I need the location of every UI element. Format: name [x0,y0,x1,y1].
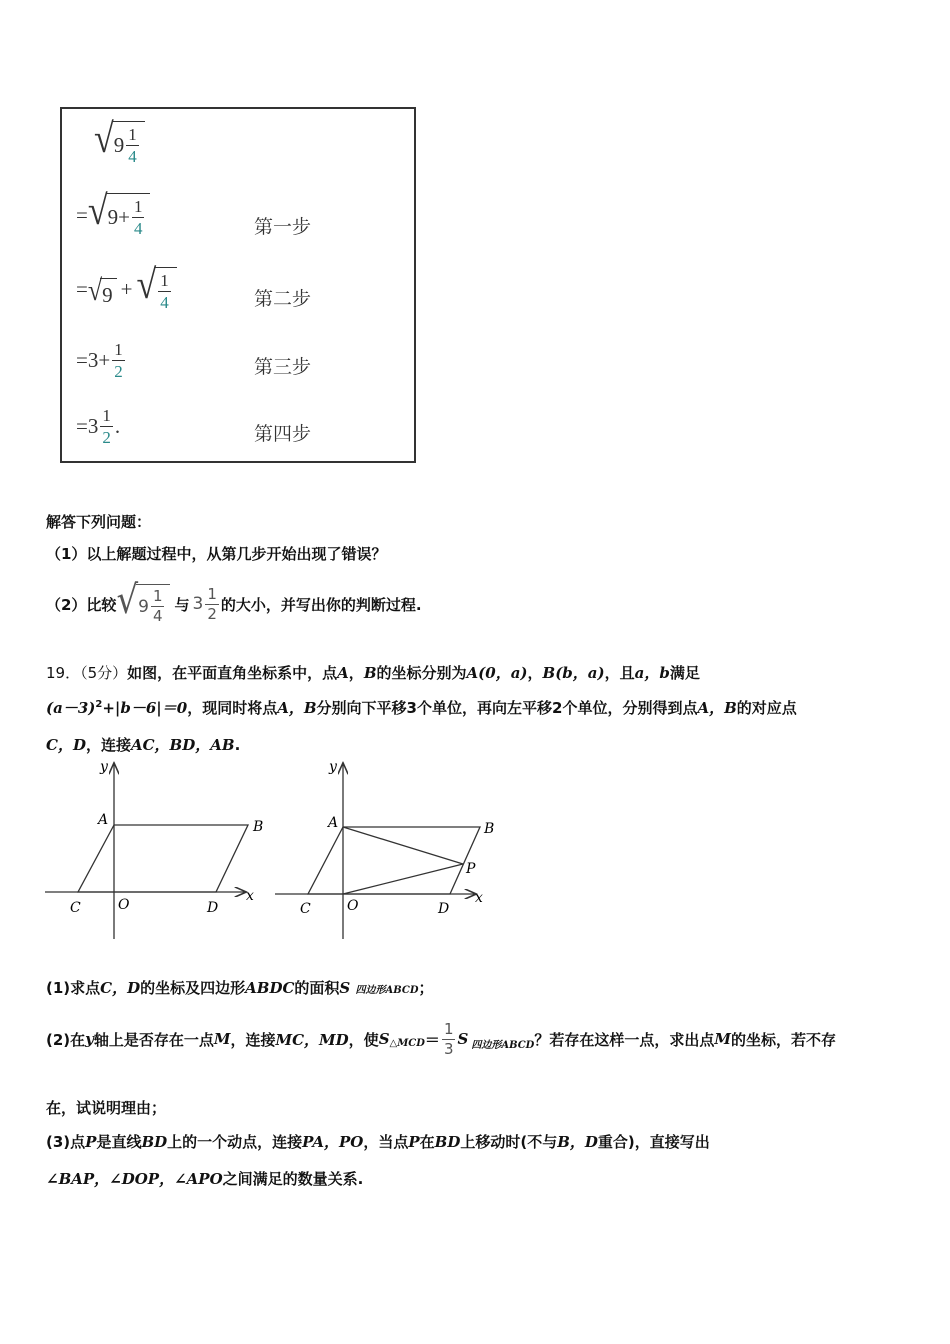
label-P: P [466,861,476,877]
segment-PO [343,864,463,894]
fraction: $\frac{1}{4}$ [160,271,169,312]
work-row-3: =3+ $\frac{1}{2}$ [76,340,123,381]
sub-question-2: (2)在 y 轴上是否存在一点 M ，连接 MC，MD ，使 S △MCD ＝ $\frac{1}{3}$ S 四边形ABCD ？若存在这样一点，求出点 M 的坐标，若不存 [46,1019,836,1058]
label-B: B [484,821,495,837]
work-row-1: = √ 9+ $\frac{1}{4}$ [76,193,150,237]
fraction: $\frac{1}{3}$ [443,1019,454,1058]
sqrt-expression: √ 9+ $\frac{1}{4}$ [88,193,151,237]
sqrt-expression: √ 9 $\frac{1}{4}$ [94,121,145,165]
sub-question-1: (1)求点C，D的坐标及四边形ABDC的面积S 四边形ABCD； [46,979,434,997]
segment-PA [343,827,463,864]
q19-line-2: $(a-3)^2+|b-6|=0$，现同时将点A，B分别向下平移3个单位，再向左平移2个单位，分别得到点A，B的对应点 [46,699,797,717]
solution-work-box [60,107,416,463]
label-O: O [347,898,359,914]
label-O: O [118,897,130,913]
sub-question-3: (3)点P是直线BD上的一个动点，连接PA，PO，当点P在BD上移动时(不与B，D重合)，直接写出 [46,1133,710,1151]
work-row-0 [94,115,145,166]
fraction: $\frac{1}{2}$ [102,406,111,447]
label-x: x [246,888,254,904]
sqrt-expression: √ 9 $\frac{1}{4}$ [116,584,170,624]
fraction: $\frac{1}{4}$ [133,197,143,238]
label-B: B [253,819,264,835]
step-label-3: 第三步 [254,356,312,378]
step-label-1: 第一步 [254,216,312,238]
label-x: x [475,890,483,906]
fraction: $\frac{1}{2}$ [114,340,123,381]
question-part-1: （1）以上解题过程中，从第几步开始出现了错误？ [46,545,387,563]
figure-2-coordinate-plane [270,756,500,946]
work-row-2: = √ 9 + √ $\frac{1}{4}$ [76,267,177,311]
work-row-4: =3 $\frac{1}{2}$ . [76,406,121,447]
label-A: A [98,812,109,828]
label-y: y [100,759,108,775]
q19-line-1: 19．（5分）如图，在平面直角坐标系中，点A，B的坐标分别为A(0，a)，B(b，a)，且a，b满足 [46,664,700,682]
question-part-2: （2）比较 √ 9 $\frac{1}{4}$ 与 3 $\frac{1}{2}$ 的大小，并写出你的判断过程. [46,577,422,625]
label-D: D [438,901,450,917]
sub-question-2-continued: 在，试说明理由； [46,1099,167,1117]
fraction: $\frac{1}{2}$ [207,584,217,623]
fraction: $\frac{1}{4}$ [152,587,163,625]
step-label-2: 第二步 [254,288,312,310]
sqrt-expression: √ 9 [88,278,117,308]
step-label-4: 第四步 [254,423,312,445]
sub-question-3-continued: ∠BAP，∠DOP，∠APO之间满足的数量关系. [46,1170,364,1188]
fraction: $\frac{1}{4}$ [128,125,137,166]
label-A: A [328,815,339,831]
radicand-integer: 9 [113,133,125,157]
label-D: D [207,900,219,916]
parallelogram-ABDC [78,825,248,892]
figure-1-coordinate-plane [40,756,270,946]
instruction-text: 解答下列问题： [46,513,152,531]
label-y: y [329,759,337,775]
label-C: C [70,900,81,916]
q19-line-3: C，D，连接AC，BD，AB. [46,736,241,754]
sqrt-expression: √ $\frac{1}{4}$ [136,267,176,311]
label-C: C [300,901,311,917]
parallelogram-ABDC [308,827,480,894]
